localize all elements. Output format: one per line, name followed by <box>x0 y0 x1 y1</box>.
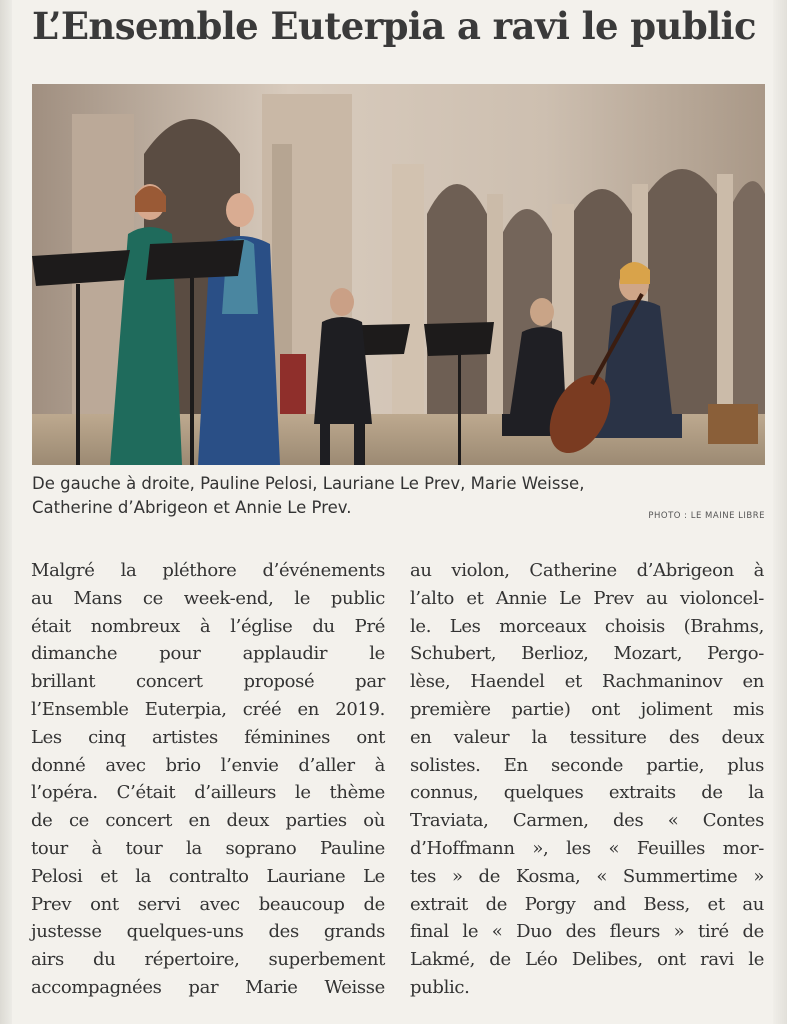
page-edge-left <box>0 0 12 1024</box>
body-line: Lakmé, de Léo Delibes, ont ravi le <box>410 949 764 971</box>
body-line: connus, quelques extraits de la <box>410 782 764 804</box>
body-line: public. <box>410 976 470 998</box>
body-line: Prev ont servi avec beaucoup de <box>31 893 385 915</box>
photo-caption <box>32 472 752 520</box>
body-line: première partie) ont joliment mis <box>410 698 764 720</box>
body-line: extrait de Porgy and Bess, et au <box>410 893 764 915</box>
body-line: final le « Duo des fleurs » tiré de <box>410 921 764 943</box>
body-line: dimanche pour applaudir le <box>31 643 385 665</box>
body-line: solistes. En seconde partie, plus <box>410 754 764 776</box>
body-line: d’Hoffmann », les « Feuilles mor- <box>410 837 764 859</box>
body-line: l’alto et Annie Le Prev au violoncel- <box>410 587 764 609</box>
body-line: de ce concert en deux parties où <box>31 810 385 832</box>
body-line: airs du répertoire, superbement <box>31 949 385 971</box>
body-line: tour à tour la soprano Pauline <box>31 837 385 859</box>
caption-line: Catherine d’Abrigeon et Annie Le Prev. <box>32 498 352 517</box>
page-edge-right <box>773 0 787 1024</box>
article-headline: L’Ensemble Euterpia a ravi le public <box>32 4 756 48</box>
body-line: Les cinq artistes féminines ont <box>31 726 385 748</box>
body-line: lèse, Haendel et Rachmaninov en <box>410 671 764 693</box>
body-line: tes » de Kosma, « Summertime » <box>410 865 764 887</box>
body-line: au Mans ce week-end, le public <box>31 587 385 609</box>
body-line: accompagnées par Marie Weisse <box>31 976 385 998</box>
body-line: Malgré la pléthore d’événements <box>31 560 385 581</box>
body-line: Traviata, Carmen, des « Contes <box>410 810 764 832</box>
body-line: était nombreux à l’église du Pré <box>31 615 385 637</box>
body-line: donné avec brio l’envie d’aller à <box>31 754 385 776</box>
article-body-left-column <box>31 557 385 1002</box>
photo-credit: PHOTO : LE MAINE LIBRE <box>648 511 765 521</box>
body-line: l’Ensemble Euterpia, créé en 2019. <box>31 698 385 720</box>
body-line: brillant concert proposé par <box>31 671 385 693</box>
body-line: au violon, Catherine d’Abrigeon à <box>410 560 764 581</box>
body-line: Pelosi et la contralto Lauriane Le <box>31 865 385 887</box>
body-line: le. Les morceaux choisis (Brahms, <box>410 615 764 637</box>
caption-line: De gauche à droite, Pauline Pelosi, Lauriane Le Prev, Marie Weisse, <box>32 474 585 493</box>
concert-photo <box>32 84 765 465</box>
body-line: l’opéra. C’était d’ailleurs le thème <box>31 782 385 804</box>
body-line: en valeur la tessiture des deux <box>410 726 764 748</box>
article-body-right-column <box>410 557 764 1002</box>
body-line: justesse quelques-uns des grands <box>31 921 385 943</box>
body-line: Schubert, Berlioz, Mozart, Pergo- <box>410 643 764 665</box>
